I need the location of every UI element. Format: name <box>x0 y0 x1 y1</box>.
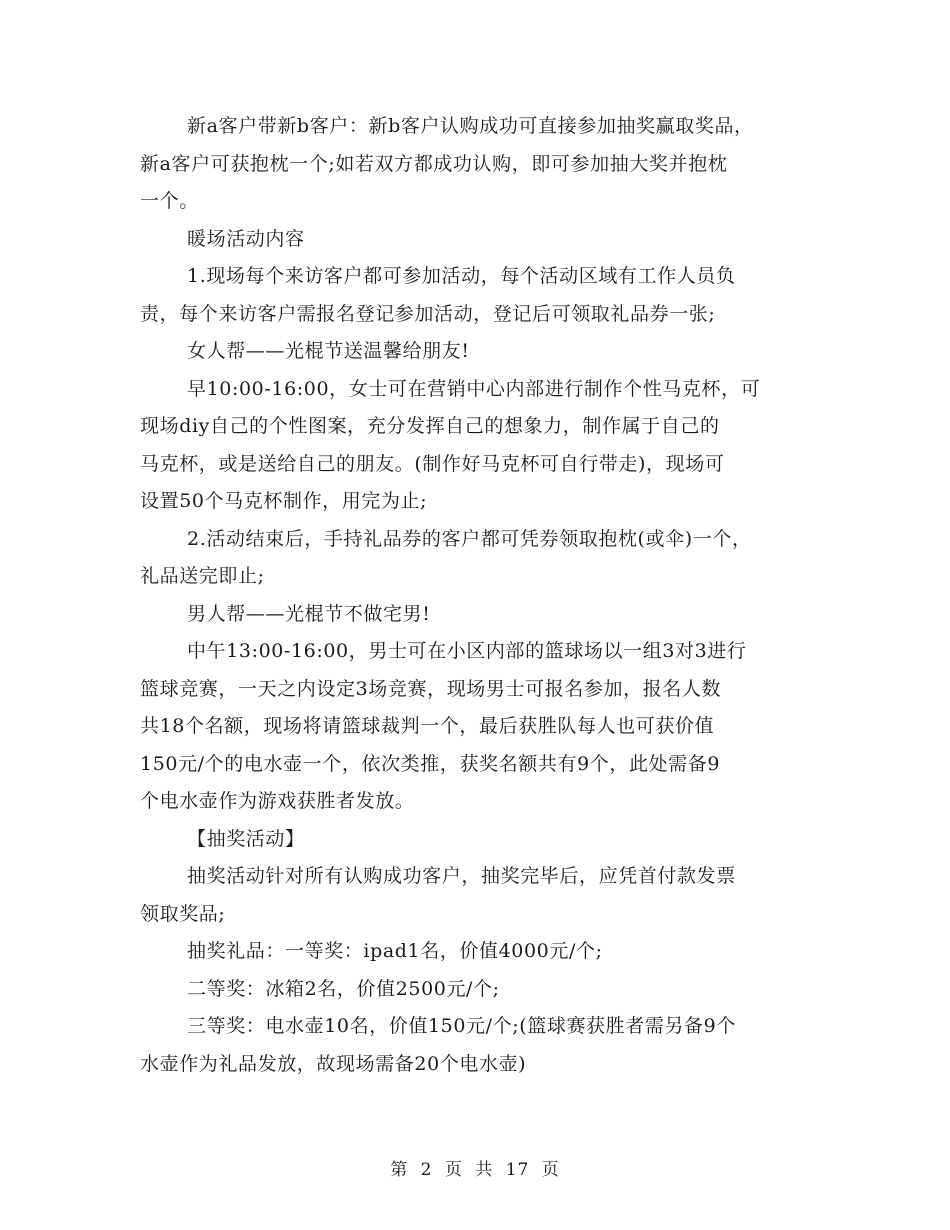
text-line: 新a客户可获抱枕一个;如若双方都成功认购，即可参加抽大奖并抱枕 <box>140 152 728 175</box>
text-line: 抽奖礼品：一等奖：ipad1名，价值4000元/个; <box>187 940 603 962</box>
document-body <box>140 108 820 1083</box>
text-line: 150元/个的电水壶一个，依次类推，获奖名额共有9个，此处需备9 <box>140 752 721 775</box>
text-line: 抽奖活动针对所有认购成功客户，抽奖完毕后，应凭首付款发票 <box>187 865 736 887</box>
text-line: 早10:00-16:00，女士可在营销中心内部进行制作个性马克杯，可 <box>187 377 761 400</box>
text-line: 水壶作为礼品发放，故现场需备20个电水壶) <box>140 1052 527 1075</box>
text-line: 【抽奖活动】 <box>187 827 305 850</box>
text-line: 现场diy自己的个性图案，充分发挥自己的想象力，制作属于自己的 <box>140 415 720 437</box>
text-line: 领取奖品; <box>140 902 226 925</box>
page-footer: 第 2 页 共 17 页 <box>390 1160 560 1180</box>
text-line: 暖场活动内容 <box>187 227 305 250</box>
text-line: 责，每个来访客户需报名登记参加活动，登记后可领取礼品券一张; <box>140 302 716 325</box>
text-line: 共18个名额，现场将请篮球裁判一个，最后获胜队每人也可获价值 <box>140 715 715 737</box>
text-line: 设置50个马克杯制作，用完为止; <box>140 490 428 512</box>
text-line: 礼品送完即止; <box>140 565 265 587</box>
text-line: 马克杯，或是送给自己的朋友。(制作好马克杯可自行带走)，现场可 <box>140 452 725 475</box>
text-line: 篮球竞赛，一天之内设定3场竞赛，现场男士可报名参加，报名人数 <box>140 677 722 700</box>
text-line: 三等奖：电水壶10名，价值150元/个;(篮球赛获胜者需另备9个 <box>187 1015 736 1037</box>
text-line: 女人帮——光棍节送温馨给朋友! <box>187 340 470 362</box>
text-line: 中午13:00-16:00，男士可在小区内部的篮球场以一组3对3进行 <box>187 640 747 662</box>
text-line: 个电水壶作为游戏获胜者发放。 <box>140 790 415 812</box>
text-line: 二等奖：冰箱2名，价值2500元/个; <box>187 977 500 1000</box>
text-line: 1.现场每个来访客户都可参加活动，每个活动区域有工作人员负 <box>187 265 736 287</box>
text-line: 2.活动结束后，手持礼品券的客户都可凭券领取抱枕(或伞)一个， <box>187 527 752 550</box>
text-line: 新a客户带新b客户：新b客户认购成功可直接参加抽奖赢取奖品， <box>187 115 754 137</box>
text-line: 一个。 <box>140 190 199 212</box>
text-line: 男人帮——光棍节不做宅男! <box>187 602 431 625</box>
